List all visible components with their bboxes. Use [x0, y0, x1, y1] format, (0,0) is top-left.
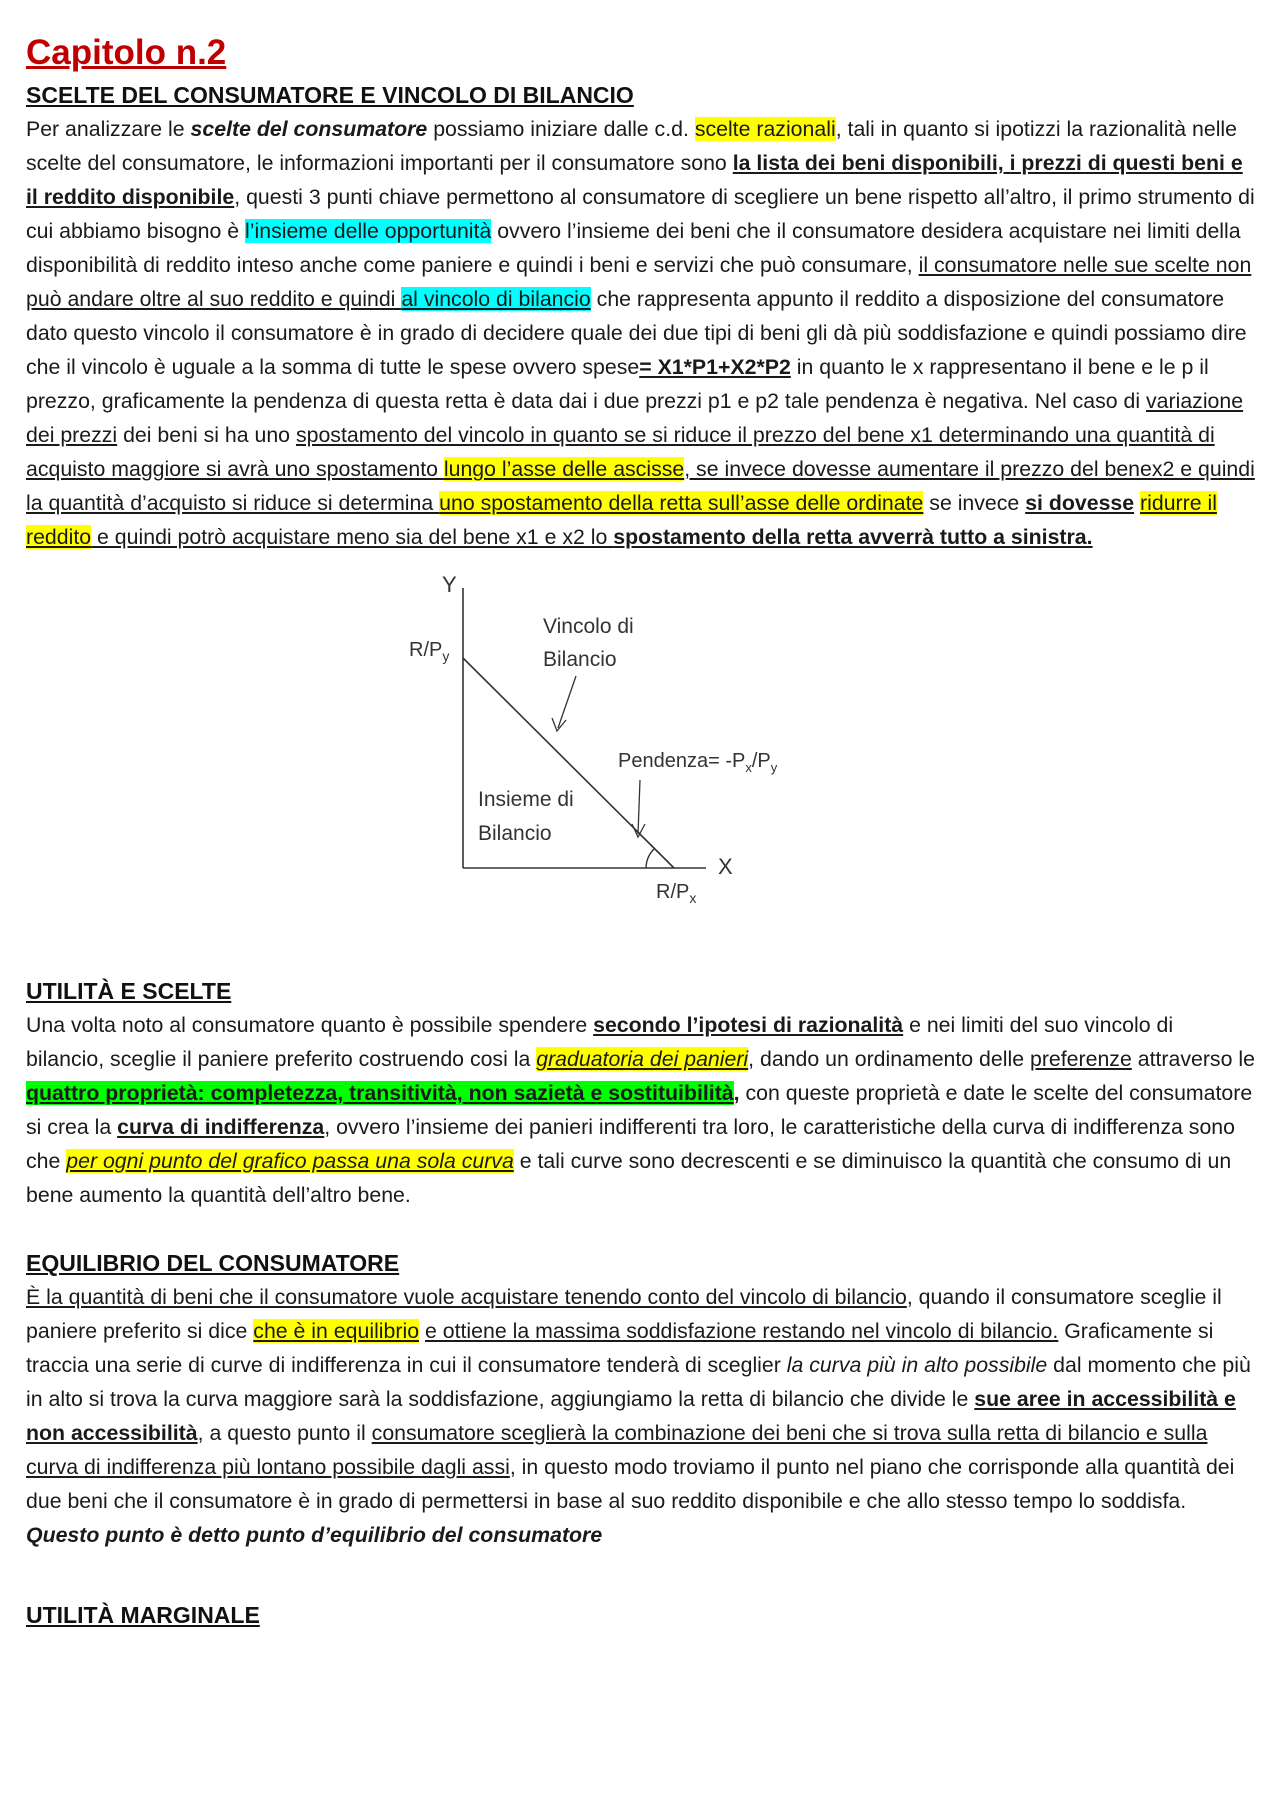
- text-run: variazione dei prezzi: [26, 389, 1244, 447]
- document-page: [26, 28, 1256, 1632]
- text-run: È la quantità di beni che il consumatore vuole acquistare tenendo conto del vincolo di bilancio: [26, 1285, 907, 1309]
- paragraph-scelte-vincolo: [26, 112, 1256, 554]
- text-run: Una volta noto al consumatore quanto è possibile spendere: [26, 1013, 594, 1037]
- text-run: secondo l’ipotesi di razionalità: [593, 1013, 904, 1037]
- text-run: Graficamente si traccia una serie di curve di indifferenza in cui il consumatore tenderà di sceglier: [26, 1319, 1214, 1377]
- slope-label-arrow: [638, 780, 640, 834]
- spacer: [26, 1552, 1256, 1598]
- formula-spese: = X1*P1+X2*P2: [639, 355, 791, 379]
- text-run: sue aree in accessibilità e non accessibilità: [26, 1387, 1236, 1445]
- slope-sub-1: x: [745, 760, 752, 775]
- text-run: , a questo punto il: [197, 1421, 372, 1445]
- paragraph-equilibrio: [26, 1280, 1256, 1552]
- highlight-scelte-razionali: scelte razionali: [694, 117, 836, 141]
- text-run: , quando il consumatore sceglie il paniere preferito si dice: [26, 1285, 1222, 1343]
- text-run: la curva più in alto possibile: [786, 1353, 1048, 1377]
- y-intercept-label: [409, 639, 449, 664]
- text-run: e ottiene la massima soddisfazione restando nel vincolo di bilancio.: [424, 1319, 1059, 1343]
- text-run: dei beni si ha uno: [117, 423, 296, 447]
- section-heading-scelte: SCELTE DEL CONSUMATORE E VINCOLO DI BILANCIO: [26, 82, 634, 108]
- section-heading-equilibrio: EQUILIBRIO DEL CONSUMATORE: [26, 1250, 400, 1276]
- text-run: curva di indifferenza: [117, 1115, 325, 1139]
- line-label-arrow: [558, 676, 576, 728]
- x-intercept-text: R/P: [656, 881, 690, 903]
- text-run: e quindi potrò acquistare meno sia del bene x1 e x2 lo: [91, 525, 614, 549]
- text-run: che rappresenta appunto il reddito a disposizione del consumatore dato questo vincolo il consumatore è in grado di decidere quale dei due tipi di beni gli dà più soddisfazione e quindi possiamo dire che il vincolo è uguale a la somma di tutte le spese ovvero spese: [26, 287, 1247, 379]
- text-run: e tali curve sono decrescenti e se diminuisco la quantità che consumo di un bene aumento la quantità dell’altro bene.: [26, 1149, 1232, 1207]
- highlight-quattro-proprieta: quattro proprietà: completezza, transitività, non sazietà e sostituibilità: [26, 1081, 734, 1105]
- text-run: la lista dei beni disponibili, i prezzi di questi beni e il reddito disponibile: [26, 151, 1243, 209]
- highlight-vincolo-bilancio: al vincolo di bilancio: [401, 287, 591, 311]
- text-run: , in questo modo troviamo il punto nel piano che corrisponde alla quantità dei due beni che il consumatore è in grado di permettersi in base al suo reddito disponibile e che allo stesso tempo lo soddisfa.: [26, 1455, 1235, 1513]
- text-run: ,: [733, 1081, 740, 1105]
- text-run: in quanto le x rappresentano il bene e le p il prezzo, graficamente la pendenza di questa retta è data dai i due prezzi p1 e p2 tale pendenza è negativa. Nel caso di: [26, 355, 1209, 413]
- text-run: preferenze: [1029, 1047, 1132, 1071]
- highlight-asse-ascisse: lungo l’asse delle ascisse: [443, 457, 685, 481]
- budget-constraint-diagram: [406, 568, 806, 908]
- highlight-graduatoria: graduatoria dei panieri: [536, 1047, 749, 1071]
- line-label-2: Bilancio: [543, 648, 617, 671]
- text-run: consumatore sceglierà la combinazione dei beni che si trova sulla retta di bilancio e sulla curva di indifferenza più lontano possibile dagli assi: [26, 1421, 1208, 1479]
- text-run: possiamo iniziare dalle c.d.: [427, 117, 695, 141]
- text-run: si dovesse: [1025, 491, 1135, 515]
- line-label-1: Vincolo di: [543, 615, 634, 638]
- paragraph-utilita-scelte: [26, 1008, 1256, 1212]
- y-axis-label: Y: [442, 572, 457, 597]
- text-run: se invece: [923, 491, 1026, 515]
- chapter-title: Capitolo n.2: [26, 33, 227, 72]
- text-run: e nei limiti del suo vincolo di bilancio, sceglie il paniere preferito costruendo cosi la: [26, 1013, 1174, 1071]
- text-run: Per analizzare le: [26, 117, 191, 141]
- text-run: spostamento del vincolo in quanto se si riduce il prezzo del bene x1 determinando una quantità di acquisto maggiore si avrà uno spostamento: [26, 423, 1215, 481]
- text-run: dal momento che più in alto si trova la curva maggiore sarà la soddisfazione, aggiungiamo la retta di bilancio che divide le: [26, 1353, 1251, 1411]
- highlight-asse-ordinate: uno spostamento della retta sull’asse delle ordinate: [439, 491, 924, 515]
- text-run: attraverso le: [1131, 1047, 1255, 1071]
- slope-text: Pendenza= -P: [618, 750, 746, 772]
- slope-label: [618, 750, 778, 775]
- highlight-equilibrio: che è in equilibrio: [253, 1319, 420, 1343]
- slope-mid: /P: [751, 750, 771, 772]
- text-run: , dando un ordinamento delle: [748, 1047, 1030, 1071]
- text-run: ovvero l’insieme dei beni che il consumatore desidera acquistare nei limiti della disponibilità di reddito inteso anche come paniere e quindi i beni e servizi che può consumare,: [26, 219, 1241, 277]
- text-run: il consumatore nelle sue scelte non può andare oltre al suo reddito e quindi: [26, 253, 1252, 311]
- text-run: , ovvero l’insieme dei panieri indifferenti tra loro, le caratteristiche della curva di indifferenza sono che: [26, 1115, 1235, 1173]
- text-run: , se invece dovesse aumentare il prezzo del benex2 e quindi la quantità d’acquisto si riduce si determina: [26, 457, 1255, 515]
- x-intercept-sub: x: [689, 890, 697, 906]
- text-run: spostamento della retta avverrà tutto a sinistra.: [613, 525, 1093, 549]
- x-intercept-label: [656, 881, 696, 906]
- section-heading-utilita-scelte: UTILITÀ E SCELTE: [26, 978, 232, 1004]
- area-label-2: Bilancio: [478, 822, 552, 845]
- slope-sub-2: y: [770, 760, 778, 775]
- text-run: , tali in quanto si ipotizzi la razionalità nelle scelte del consumatore, le informazioni importanti per il consumatore sono: [26, 117, 1238, 175]
- x-axis-label: X: [718, 854, 733, 879]
- text-run: , questi 3 punti chiave permettono al consumatore di scegliere un bene rispetto all’altro, il primo strumento di cui abbiamo bisogno è: [26, 185, 1255, 243]
- y-intercept-text: R/P: [409, 639, 443, 661]
- budget-constraint-figure: [26, 554, 1256, 974]
- spacer: [26, 1212, 1256, 1246]
- slope-angle-arc: [646, 849, 654, 868]
- highlight-insieme-opportunita: l’insieme delle opportunità: [245, 219, 492, 243]
- section-heading-utilita-marginale: UTILITÀ MARGINALE: [26, 1602, 260, 1628]
- text-run: Questo punto è detto punto d’equilibrio del consumatore: [26, 1523, 603, 1547]
- text-run: con queste proprietà e date le scelte del consumatore si crea la: [26, 1081, 1253, 1139]
- highlight-sola-curva: per ogni punto del grafico passa una sola curva: [66, 1149, 514, 1173]
- y-intercept-sub: y: [442, 648, 450, 664]
- area-label-1: Insieme di: [478, 788, 574, 811]
- text-run: scelte del consumatore: [190, 117, 428, 141]
- highlight-ridurre-reddito: ridurre il reddito: [26, 491, 1217, 549]
